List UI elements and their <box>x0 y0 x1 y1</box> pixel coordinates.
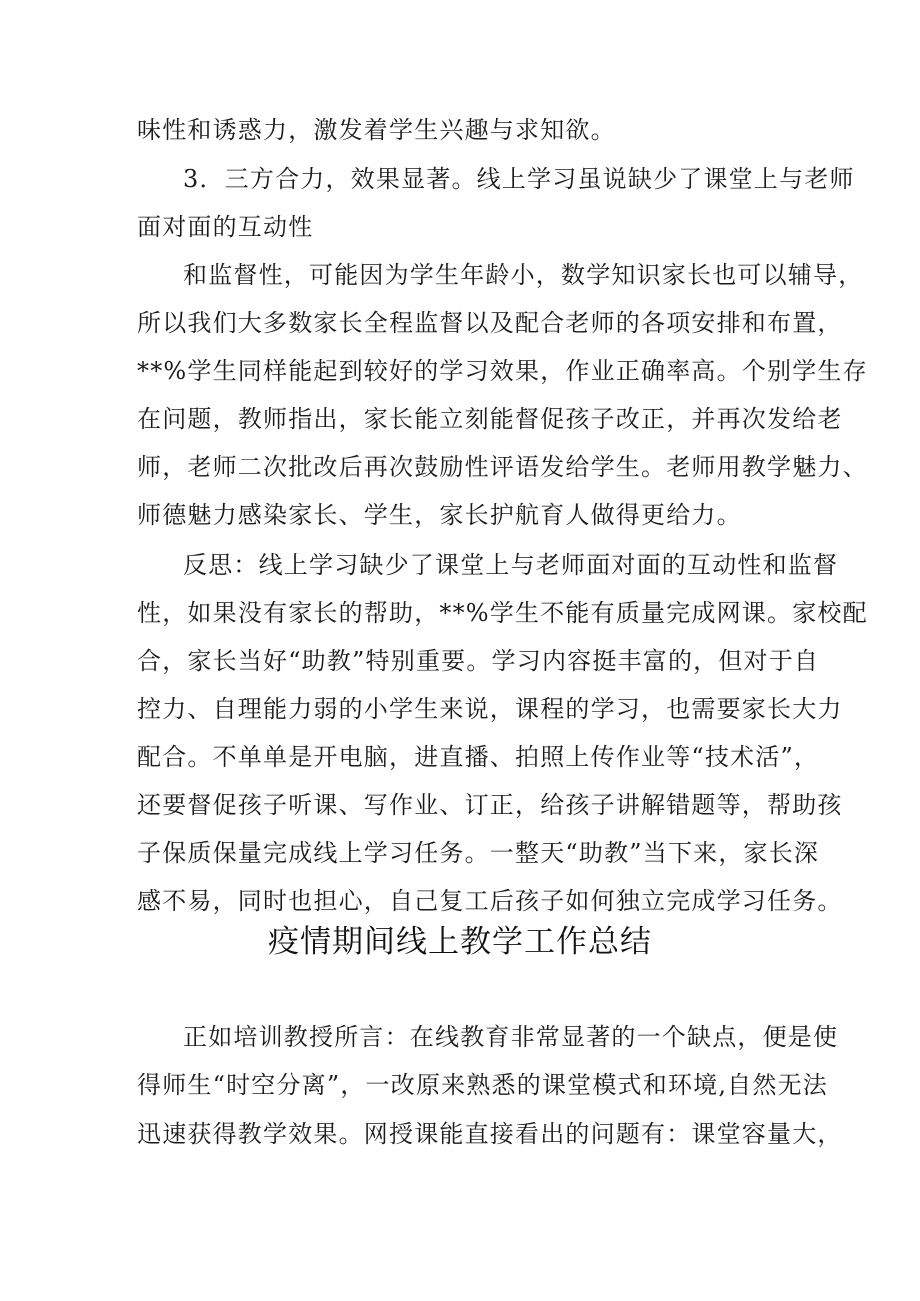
document-title: 疫情期间线上教学工作总结 <box>268 924 652 960</box>
reflection-line: 反思：线上学习缺少了课堂上与老师面对面的互动性和监督 <box>183 551 839 579</box>
reflection-line: 感不易，同时也担心，自己复工后孩子如何独立完成学习任务。 <box>137 887 843 915</box>
paragraph-line: 3．三方合力，效果显著。线上学习虽说缺少了课堂上与老师 <box>183 165 855 193</box>
reflection-line: 合，家长当好“助教”特别重要。学习内容挺丰富的，但对于自 <box>137 647 820 675</box>
paragraph-line: 面对面的互动性 <box>137 213 314 241</box>
reflection-line: 子保质保量完成线上学习任务。一整天“助教”当下来，家长深 <box>137 839 820 867</box>
intro-line: 得师生“时空分离”，一改原来熟悉的课堂模式和环境,自然无法 <box>137 1071 828 1099</box>
paragraph-line: **%学生同样能起到较好的学习效果，作业正确率高。个别学生存 <box>137 357 868 385</box>
reflection-line: 配合。不单单是开电脑，进直播、拍照上传作业等“技术活”， <box>137 743 820 771</box>
paragraph-line: 师德魅力感染家长、学生，家长护航育人做得更给力。 <box>137 501 742 529</box>
paragraph-line: 和监督性，可能因为学生年龄小，数学知识家长也可以辅导， <box>183 261 864 289</box>
reflection-line: 控力、自理能力弱的小学生来说，课程的学习，也需要家长大力 <box>137 695 843 723</box>
paragraph-line: 师，老师二次批改后再次鼓励性评语发给学生。老师用教学魅力、 <box>137 453 868 481</box>
intro-line: 正如培训教授所言：在线教育非常显著的一个缺点，便是使 <box>183 1023 839 1051</box>
paragraph-line: 味性和诱惑力，激发着学生兴趣与求知欲。 <box>137 116 616 144</box>
paragraph-line: 在问题，教师指出，家长能立刻能督促孩子改正，并再次发给老 <box>137 405 843 433</box>
reflection-line: 性，如果没有家长的帮助，**%学生不能有质量完成网课。家校配 <box>137 599 868 627</box>
reflection-line: 还要督促孩子听课、写作业、订正，给孩子讲解错题等，帮助孩 <box>137 791 843 819</box>
paragraph-line: 所以我们大多数家长全程监督以及配合老师的各项安排和布置， <box>137 309 843 337</box>
intro-line: 迅速获得教学效果。网授课能直接看出的问题有：课堂容量大， <box>137 1120 843 1148</box>
